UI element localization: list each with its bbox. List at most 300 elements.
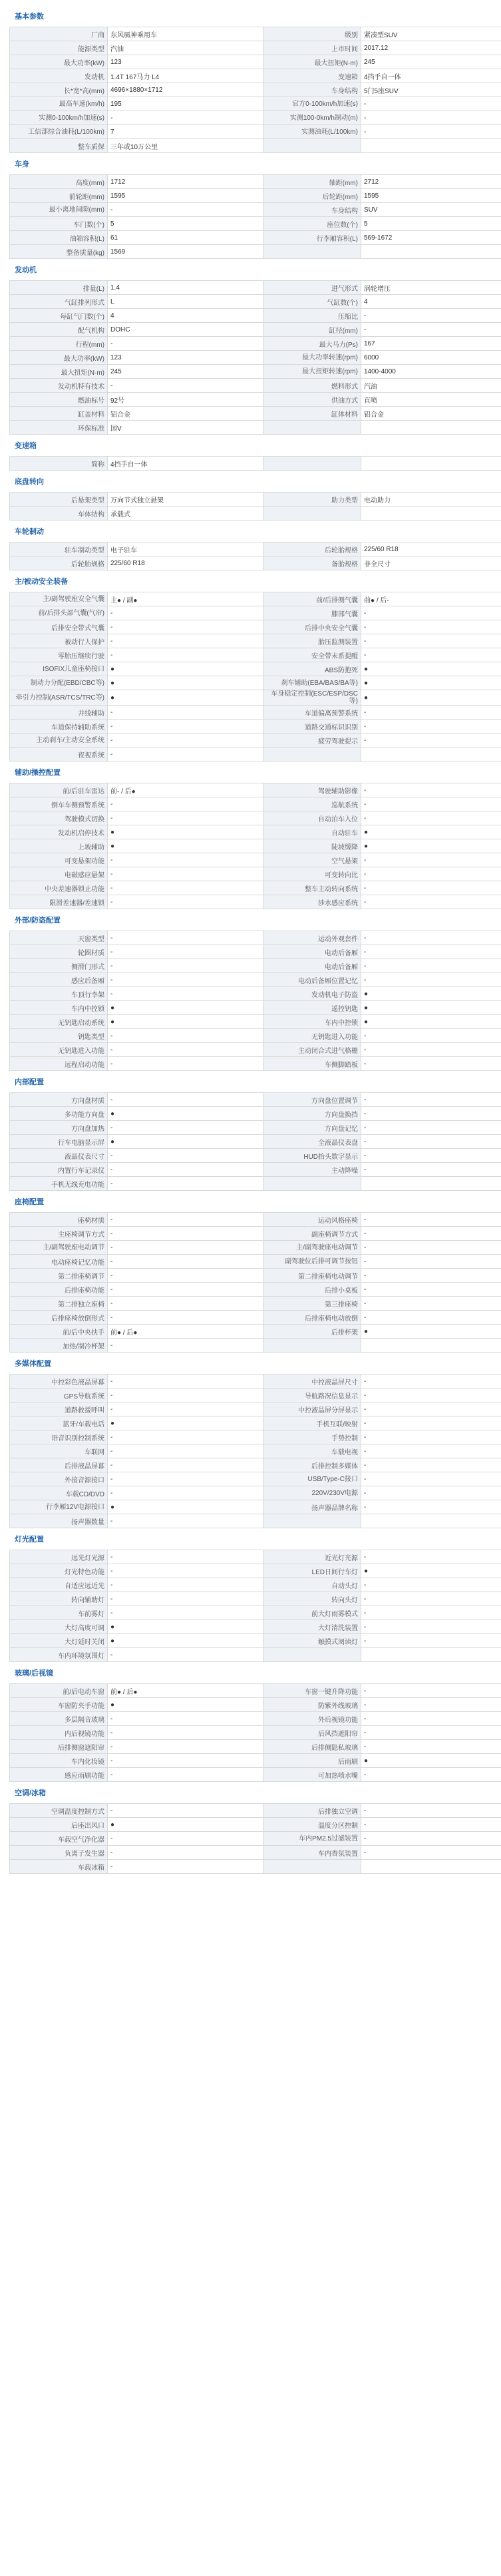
spec-table (9, 174, 501, 259)
spec-row (10, 125, 501, 139)
spec-label: 后风挡遮阳帘 (263, 1726, 361, 1740)
spec-label: 运动风格座椅 (263, 1213, 361, 1227)
spec-label: 空气悬架 (263, 853, 361, 867)
section-title: 底盘转向 (15, 478, 44, 486)
spec-label: 每缸气门数(个) (10, 309, 108, 323)
spec-row (10, 1015, 501, 1029)
spec-label: 方向盘换挡 (263, 1107, 361, 1121)
spec-label: 中央差速器锁止功能 (10, 881, 108, 895)
spec-row (10, 1500, 501, 1514)
spec-label: 驾驶模式切换 (10, 811, 108, 825)
spec-row (10, 393, 501, 407)
spec-label: 手势控制 (263, 1430, 361, 1444)
section-title: 车轮制动 (15, 528, 44, 536)
spec-value: - (361, 634, 501, 648)
spec-value: - (361, 811, 501, 825)
spec-value: 123 (108, 55, 263, 69)
spec-value: - (361, 648, 501, 662)
spec-value: - (108, 1754, 263, 1768)
spec-label: 可变转向比 (263, 867, 361, 881)
spec-row (10, 1712, 501, 1726)
spec-label: 电磁感应悬架 (10, 867, 108, 881)
spec-value: 92号 (108, 393, 263, 407)
spec-value: 紧凑型SUV (361, 27, 501, 41)
spec-label: 扬声器品牌名称 (263, 1500, 361, 1514)
spec-value: - (361, 945, 501, 959)
spec-value: - (361, 895, 501, 909)
spec-label: 零胎压继续行驶 (10, 648, 108, 662)
spec-row (10, 1754, 501, 1768)
spec-value: ● (108, 676, 263, 690)
spec-value: 万向节式独立悬架 (108, 493, 263, 507)
spec-label: 后排侧隐私玻璃 (263, 1740, 361, 1754)
spec-label: 感应雨刷功能 (10, 1768, 108, 1782)
spec-table (9, 931, 501, 1071)
spec-label: 发动机电子防盗 (263, 987, 361, 1001)
spec-row (10, 111, 501, 125)
spec-label: 扬声器数量 (10, 1514, 108, 1528)
spec-row (10, 1634, 501, 1648)
spec-row (10, 1726, 501, 1740)
spec-value: 1400-4000 (361, 365, 501, 379)
spec-label: 车内化妆镜 (10, 1754, 108, 1768)
spec-label: 后轮胎规格 (263, 542, 361, 556)
spec-value: - (361, 1768, 501, 1782)
spec-label: 车门数(个) (10, 217, 108, 231)
spec-row (10, 1107, 501, 1121)
spec-row (10, 676, 501, 690)
spec-row (10, 1832, 501, 1846)
spec-value: 前● / 后● (108, 1684, 263, 1698)
spec-value: - (361, 1804, 501, 1818)
spec-row (10, 648, 501, 662)
spec-label: 车身结构 (263, 83, 361, 97)
spec-value: - (108, 648, 263, 662)
spec-section (9, 1071, 492, 1191)
spec-section (9, 521, 492, 570)
spec-value: 4挡手自一体 (108, 457, 263, 471)
spec-row (10, 839, 501, 853)
spec-label: 车内中控锁 (263, 1015, 361, 1029)
spec-label: 车内环境氛围灯 (10, 1648, 108, 1662)
spec-value: 569-1672 (361, 231, 501, 245)
spec-value: - (108, 1740, 263, 1754)
spec-label: 整车主动转向系统 (263, 881, 361, 895)
spec-table (9, 1374, 501, 1528)
spec-value: - (108, 1430, 263, 1444)
spec-label: 倒车车侧预警系统 (10, 797, 108, 811)
spec-label: 排量(L) (10, 281, 108, 295)
spec-label: 车身结构 (263, 203, 361, 217)
spec-label: 供油方式 (263, 393, 361, 407)
spec-value: - (361, 1550, 501, 1564)
spec-label: 钥匙类型 (10, 1029, 108, 1043)
spec-value: DOHC (108, 323, 263, 337)
spec-row (10, 1620, 501, 1634)
spec-value: 前● / 后● (108, 1325, 263, 1339)
spec-value: ● (361, 1754, 501, 1768)
spec-value (361, 1860, 501, 1874)
spec-label: 手机无线充电功能 (10, 1177, 108, 1191)
section-title: 玻璃/后视镜 (15, 1669, 54, 1677)
spec-value: - (108, 706, 263, 720)
spec-label: 压缩比 (263, 309, 361, 323)
spec-label (263, 1339, 361, 1353)
spec-value: - (361, 1416, 501, 1430)
spec-value: - (108, 945, 263, 959)
spec-value: - (361, 1093, 501, 1107)
spec-row (10, 1768, 501, 1782)
spec-label: 自动驻车 (263, 825, 361, 839)
spec-label: GPS导航系统 (10, 1389, 108, 1402)
spec-value: - (108, 1389, 263, 1402)
spec-label: 车侧脚踏板 (263, 1057, 361, 1071)
spec-label: 最大马力(Ps) (263, 337, 361, 351)
spec-value: - (361, 1135, 501, 1149)
spec-row (10, 189, 501, 203)
spec-value: 123 (108, 351, 263, 365)
spec-label: 缸体材料 (263, 407, 361, 421)
spec-label: 天窗类型 (10, 931, 108, 945)
spec-label: 转向辅助灯 (10, 1592, 108, 1606)
spec-row (10, 1472, 501, 1486)
spec-value: - (361, 1472, 501, 1486)
spec-value: ● (108, 1135, 263, 1149)
spec-label: 大灯清洗装置 (263, 1620, 361, 1634)
spec-value: - (108, 881, 263, 895)
spec-value: - (361, 1620, 501, 1634)
spec-label: 轮圈材质 (10, 945, 108, 959)
spec-row (10, 1029, 501, 1043)
spec-label: 行李厢12V电源接口 (10, 1500, 108, 1514)
spec-value: - (108, 797, 263, 811)
spec-value: - (361, 323, 501, 337)
spec-label: 涉水感应系统 (263, 895, 361, 909)
spec-label (263, 748, 361, 761)
spec-row (10, 407, 501, 421)
spec-value: - (108, 1712, 263, 1726)
spec-value: - (361, 620, 501, 634)
spec-label: 车内香氛装置 (263, 1846, 361, 1860)
spec-label: 牵引力控制(ASR/TCS/TRC等) (10, 690, 108, 706)
section-title: 发动机 (15, 266, 37, 274)
spec-row (10, 1163, 501, 1177)
spec-label: 主/副驾驶座电动调节 (10, 1241, 108, 1255)
spec-value: - (108, 1402, 263, 1416)
spec-value (361, 1514, 501, 1528)
spec-table (9, 1092, 501, 1191)
spec-label: 可变悬架功能 (10, 853, 108, 867)
spec-label: 加热/制冷杯架 (10, 1339, 108, 1353)
spec-label: 前/后排头部气囊(气帘) (10, 606, 108, 620)
spec-value: 5门5座SUV (361, 83, 501, 97)
spec-label (263, 139, 361, 153)
spec-section (9, 5, 492, 153)
spec-label: 负离子发生器 (10, 1846, 108, 1860)
spec-label: 后座出风口 (10, 1818, 108, 1832)
spec-row (10, 1444, 501, 1458)
spec-row (10, 720, 501, 734)
section-title: 辅助/操控配置 (15, 769, 61, 777)
spec-value (361, 1648, 501, 1662)
spec-value: ● (108, 1698, 263, 1712)
spec-value: 1712 (108, 175, 263, 189)
spec-row (10, 895, 501, 909)
spec-value: - (108, 1269, 263, 1283)
spec-label: 内后视镜功能 (10, 1726, 108, 1740)
spec-value: - (361, 867, 501, 881)
spec-row (10, 1339, 501, 1353)
spec-value: ● (361, 690, 501, 706)
spec-value: - (108, 1444, 263, 1458)
spec-label: 车载电视 (263, 1444, 361, 1458)
spec-row (10, 1402, 501, 1416)
spec-value: - (108, 1592, 263, 1606)
spec-value: 涡轮增压 (361, 281, 501, 295)
spec-row (10, 1430, 501, 1444)
spec-label: 车身稳定控制(ESC/ESP/DSC等) (263, 690, 361, 706)
spec-value: ● (108, 1634, 263, 1648)
spec-row (10, 706, 501, 720)
spec-label: 后雨刷 (263, 1754, 361, 1768)
spec-value: L (108, 295, 263, 309)
spec-value: 东风風神乘用车 (108, 27, 263, 41)
spec-table (9, 592, 501, 761)
spec-row (10, 1860, 501, 1874)
spec-label: 方向盘材质 (10, 1093, 108, 1107)
spec-row (10, 1846, 501, 1860)
spec-value: - (108, 1283, 263, 1297)
spec-label (263, 245, 361, 259)
spec-row (10, 1325, 501, 1339)
spec-value: - (108, 111, 263, 125)
spec-value: 2017.12 (361, 41, 501, 55)
spec-label: 简称 (10, 457, 108, 471)
spec-value: 1595 (108, 189, 263, 203)
spec-value: - (108, 620, 263, 634)
spec-value: - (108, 748, 263, 761)
spec-value: SUV (361, 203, 501, 217)
spec-section (9, 909, 492, 1071)
spec-label: 蓝牙/车载电话 (10, 1416, 108, 1430)
spec-label: 最大功率(kW) (10, 351, 108, 365)
spec-value: - (361, 881, 501, 895)
spec-value (361, 421, 501, 435)
spec-label: 配气机构 (10, 323, 108, 337)
spec-label: 轴距(mm) (263, 175, 361, 189)
spec-row (10, 825, 501, 839)
spec-value: - (108, 987, 263, 1001)
spec-label: 多功能方向盘 (10, 1107, 108, 1121)
spec-label: 后排座椅功能 (10, 1283, 108, 1297)
spec-value: - (361, 1255, 501, 1269)
spec-value: 167 (361, 337, 501, 351)
spec-value: - (108, 1648, 263, 1662)
spec-label: 前/后排侧气囊 (263, 592, 361, 606)
spec-value: 主● / 副● (108, 592, 263, 606)
spec-row (10, 662, 501, 676)
spec-label: 车载冰箱 (10, 1860, 108, 1874)
spec-value: - (361, 973, 501, 987)
spec-label: 无钥匙进入功能 (263, 1029, 361, 1043)
spec-label: 官方0-100km/h加速(s) (263, 97, 361, 111)
spec-row (10, 734, 501, 748)
spec-value: 国V (108, 421, 263, 435)
spec-label: 整车质保 (10, 139, 108, 153)
spec-row (10, 783, 501, 797)
spec-row (10, 1458, 501, 1472)
spec-value: - (108, 1804, 263, 1818)
spec-row (10, 973, 501, 987)
spec-row (10, 41, 501, 55)
spec-label: 遥控钥匙 (263, 1001, 361, 1015)
spec-value: - (361, 1311, 501, 1325)
spec-value: 4696×1880×1712 (108, 83, 263, 97)
spec-row (10, 1057, 501, 1071)
spec-label: 后排侧窗遮阳帘 (10, 1740, 108, 1754)
spec-value: - (108, 1043, 263, 1057)
spec-label: 方向盘加热 (10, 1121, 108, 1135)
spec-value: - (108, 1149, 263, 1163)
spec-label: 车窗一键升降功能 (263, 1684, 361, 1698)
spec-row (10, 1698, 501, 1712)
spec-label: HUD抬头数字显示 (263, 1149, 361, 1163)
spec-row (10, 351, 501, 365)
spec-label: 电动座椅记忆功能 (10, 1255, 108, 1269)
spec-value: - (108, 1093, 263, 1107)
spec-row (10, 748, 501, 761)
spec-label: 最大功率(kW) (10, 55, 108, 69)
spec-label: 防紫外线玻璃 (263, 1698, 361, 1712)
spec-value: - (108, 1486, 263, 1500)
spec-value (361, 507, 501, 521)
spec-label: 胎压监测装置 (263, 634, 361, 648)
spec-label: 行李厢容积(L) (263, 231, 361, 245)
spec-row (10, 592, 501, 606)
spec-value: - (108, 1726, 263, 1740)
spec-value: ● (361, 676, 501, 690)
spec-row (10, 55, 501, 69)
spec-label: 主动降噪 (263, 1163, 361, 1177)
spec-value: - (108, 1213, 263, 1227)
spec-value: - (361, 706, 501, 720)
spec-label: 最大扭矩转速(rpm) (263, 365, 361, 379)
spec-value: ● (108, 1015, 263, 1029)
spec-row (10, 945, 501, 959)
spec-value: - (361, 1818, 501, 1832)
spec-row (10, 931, 501, 945)
spec-label: 主动闭合式进气格栅 (263, 1043, 361, 1057)
spec-value (361, 457, 501, 471)
spec-value: - (108, 1029, 263, 1043)
spec-label: ABS防抱死 (263, 662, 361, 676)
spec-label: 远光灯光源 (10, 1550, 108, 1564)
spec-value: - (361, 1578, 501, 1592)
spec-label: 行程(mm) (10, 337, 108, 351)
spec-value: 承载式 (108, 507, 263, 521)
spec-row (10, 1149, 501, 1163)
spec-label: 车顶行李架 (10, 987, 108, 1001)
spec-label: 整备质量(kg) (10, 245, 108, 259)
spec-row (10, 457, 501, 471)
spec-value: 4挡手自一体 (361, 69, 501, 83)
spec-row (10, 231, 501, 245)
section-title: 主/被动安全装备 (15, 578, 69, 586)
spec-label: 车道偏离预警系统 (263, 706, 361, 720)
spec-value: ● (361, 1015, 501, 1029)
spec-value: ● (108, 1500, 263, 1514)
spec-section (9, 1353, 492, 1528)
spec-row (10, 1227, 501, 1241)
spec-row (10, 203, 501, 217)
spec-label: ISOFIX儿童座椅接口 (10, 662, 108, 676)
spec-label: 温度分区控制 (263, 1818, 361, 1832)
spec-value: - (361, 1402, 501, 1416)
spec-label: 后悬架类型 (10, 493, 108, 507)
spec-label: 上市时间 (263, 41, 361, 55)
spec-value: ● (108, 690, 263, 706)
spec-section (9, 1528, 492, 1662)
spec-label: 油箱容积(L) (10, 231, 108, 245)
spec-row (10, 1606, 501, 1620)
spec-label: 后排安全带式气囊 (10, 620, 108, 634)
spec-value: 非全尺寸 (361, 556, 501, 570)
spec-value: - (108, 1339, 263, 1353)
spec-row (10, 421, 501, 435)
spec-value: 6000 (361, 351, 501, 365)
spec-section (9, 1782, 492, 1874)
spec-value: 2712 (361, 175, 501, 189)
spec-row (10, 1564, 501, 1578)
spec-row (10, 1592, 501, 1606)
spec-label: 座位数(个) (263, 217, 361, 231)
spec-label: 远程启动功能 (10, 1057, 108, 1071)
spec-table (9, 27, 501, 153)
spec-row (10, 1269, 501, 1283)
spec-value: - (108, 1057, 263, 1071)
spec-value: 245 (361, 55, 501, 69)
spec-value: 前● / 后- (361, 592, 501, 606)
spec-label: 车联网 (10, 1444, 108, 1458)
spec-value: - (361, 1375, 501, 1389)
spec-row (10, 1486, 501, 1500)
spec-row (10, 309, 501, 323)
spec-value: - (108, 606, 263, 620)
spec-label: 方向盘位置调节 (263, 1093, 361, 1107)
section-title: 变速箱 (15, 442, 37, 450)
spec-table (9, 542, 501, 570)
spec-value: - (361, 309, 501, 323)
spec-section (9, 435, 492, 471)
spec-label: USB/Type-C接口 (263, 1472, 361, 1486)
spec-value: 5 (108, 217, 263, 231)
spec-row (10, 881, 501, 895)
spec-section (9, 761, 492, 909)
spec-label: 巡航系统 (263, 797, 361, 811)
spec-label: 第二排独立座椅 (10, 1297, 108, 1311)
spec-value: - (361, 1121, 501, 1135)
spec-section (9, 153, 492, 259)
spec-value: - (361, 1283, 501, 1297)
spec-row (10, 1684, 501, 1698)
spec-row (10, 1121, 501, 1135)
spec-label: 高度(mm) (10, 175, 108, 189)
spec-table (9, 280, 501, 435)
spec-value: - (108, 959, 263, 973)
spec-label: 电动后备厢 (263, 959, 361, 973)
spec-value: - (361, 720, 501, 734)
spec-label: 转向头灯 (263, 1592, 361, 1606)
